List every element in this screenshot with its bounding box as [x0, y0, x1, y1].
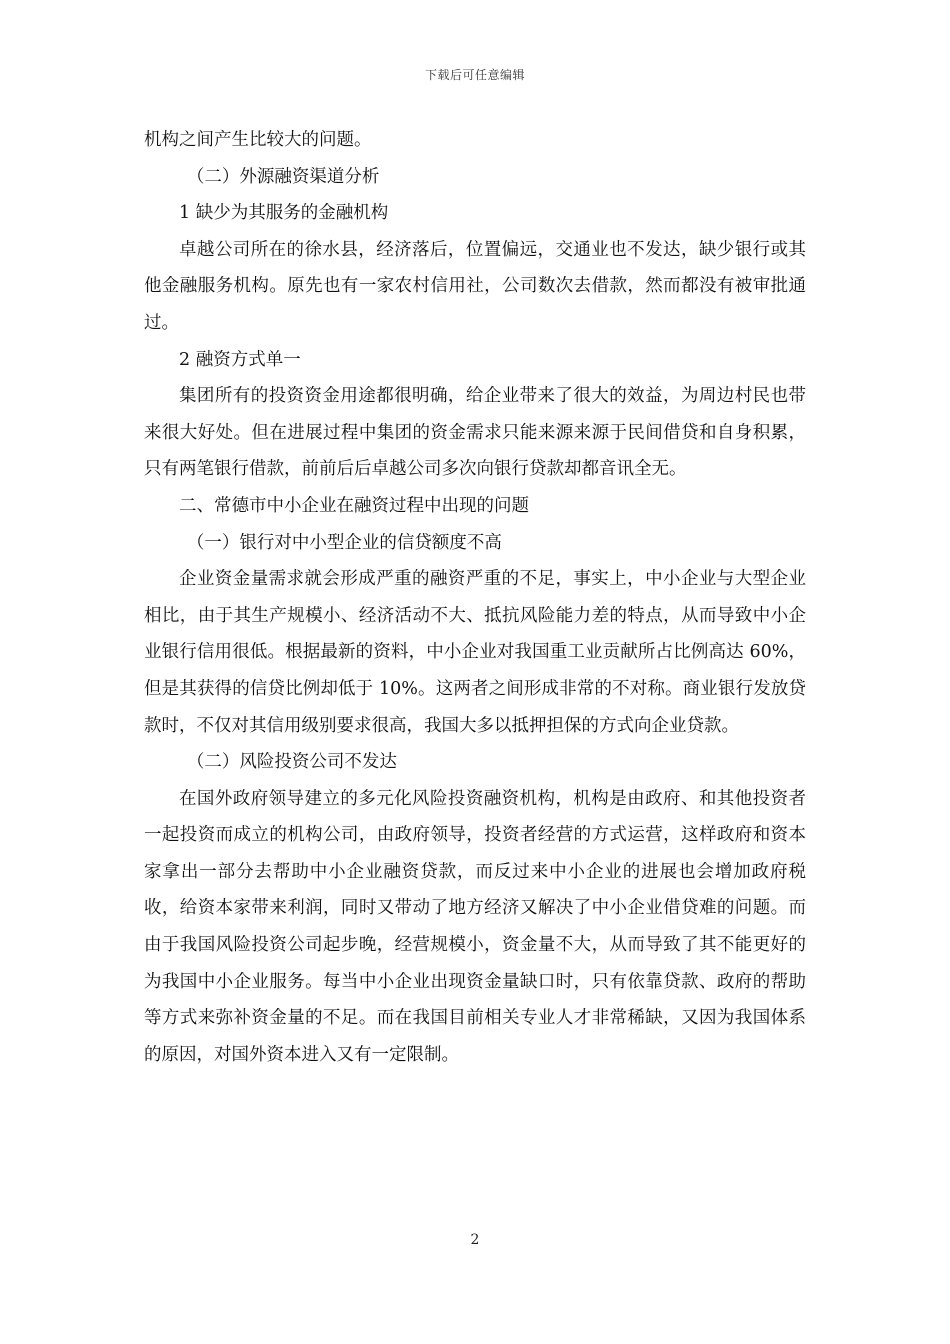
heading-bank-credit: （一）银行对中小型企业的信贷额度不高 [186, 532, 502, 553]
paragraph-venture-capital: 在国外政府领导建立的多元化风险投资融资机构，机构是由政府、和其他投资者一起投资而成立的机构公司，由政府领导，投资者经营的方式运营，这样政府和资本家拿出一部分去帮助中小企业融资贷款，而反过来中小企业的进展也会增加政府税收，给资本家带来利润，同时又带动了地方经济又解决了中小企业借贷难的问题。而由于我国风险投资公司起步晚，经营规模小，资金量不大，从而导致了其不能更好的为我国中小企业服务。每当中小企业出现资金量缺口时，只有依靠贷款、政府的帮助等方式来弥补资金量的不足。而在我国目前相关专业人才非常稀缺，又因为我国体系的原因，对国外资本进入又有一定限制。 [144, 788, 806, 1065]
heading-lack-of-institutions: 1 缺少为其服务的金融机构 [179, 203, 389, 224]
paragraph-lack-of-institutions: 卓越公司所在的徐水县，经济落后，位置偏远，交通业也不发达，缺少银行或其他金融服务机构。原先也有一家农村信用社，公司数次去借款，然而都没有被审批通过。 [144, 239, 806, 333]
paragraph-bank-credit: 企业资金量需求就会形成严重的融资严重的不足，事实上，中小企业与大型企业相比，由于其生产规模小、经济活动不大、抵抗风险能力差的特点，从而导致中小企业银行信用很低。根据最新的资料，中小企业对我国重工业贡献所占比例高达 60%，但是其获得的信贷比例却低于 10%。这两者之间形成非常的不对称。商业银行发放贷款时，不仅对其信用级别要求很高，我国大多以抵押担保的方式向企业贷款。 [144, 569, 806, 736]
header-note: 下载后可任意编辑 [424, 68, 525, 82]
paragraph-single-method: 集团所有的投资资金用途都很明确，给企业带来了很大的效益，为周边村民也带来很大好处。但在进展过程中集团的资金需求只能来源来源于民间借贷和自身积累，只有两笔银行借款，前前后后卓越公司多次向银行贷款却都音讯全无。 [144, 386, 806, 480]
heading-section-two: 二、常德市中小企业在融资过程中出现的问题 [179, 495, 529, 516]
heading-venture-capital: （二）风险投资公司不发达 [186, 752, 397, 773]
paragraph-continuation: 机构之间产生比较大的问题。 [144, 130, 372, 150]
page-number: 2 [470, 1232, 480, 1248]
document-body [144, 122, 806, 1073]
heading-single-method: 2 融资方式单一 [179, 349, 301, 370]
heading-external-financing: （二）外源融资渠道分析 [186, 166, 380, 187]
